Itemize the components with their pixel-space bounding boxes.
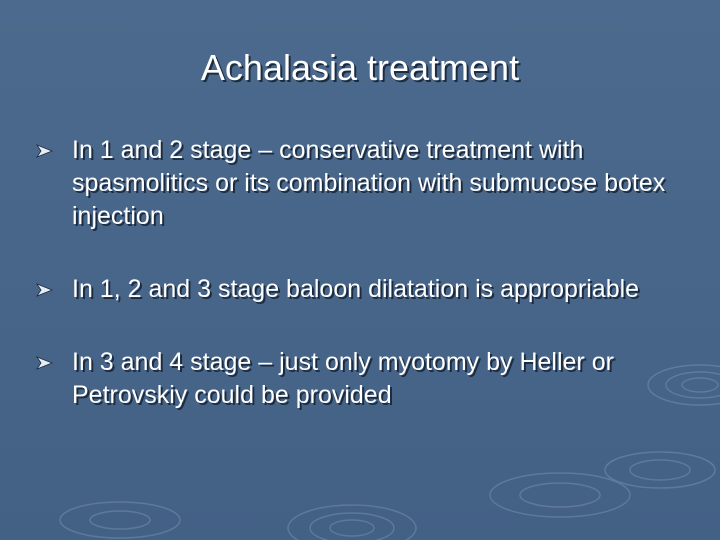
bullet-item bbox=[34, 273, 694, 306]
arrow-bullet-icon bbox=[36, 143, 54, 159]
bullet-list bbox=[34, 134, 694, 412]
bullet-text: In 3 and 4 stage – just only myotomy by Heller or Petrovskiy could be provided bbox=[72, 348, 614, 409]
bullet-item bbox=[34, 134, 694, 233]
slide-title: Achalasia treatment bbox=[200, 47, 520, 88]
bullet-text: In 1, 2 and 3 stage baloon dilatation is appropriable bbox=[72, 275, 640, 303]
arrow-bullet-icon bbox=[36, 355, 54, 371]
bullet-item bbox=[34, 346, 694, 412]
bullet-text: In 1 and 2 stage – conservative treatment with spasmolitics or its combination with submucose botex injection bbox=[72, 136, 666, 230]
arrow-bullet-icon bbox=[36, 282, 54, 298]
